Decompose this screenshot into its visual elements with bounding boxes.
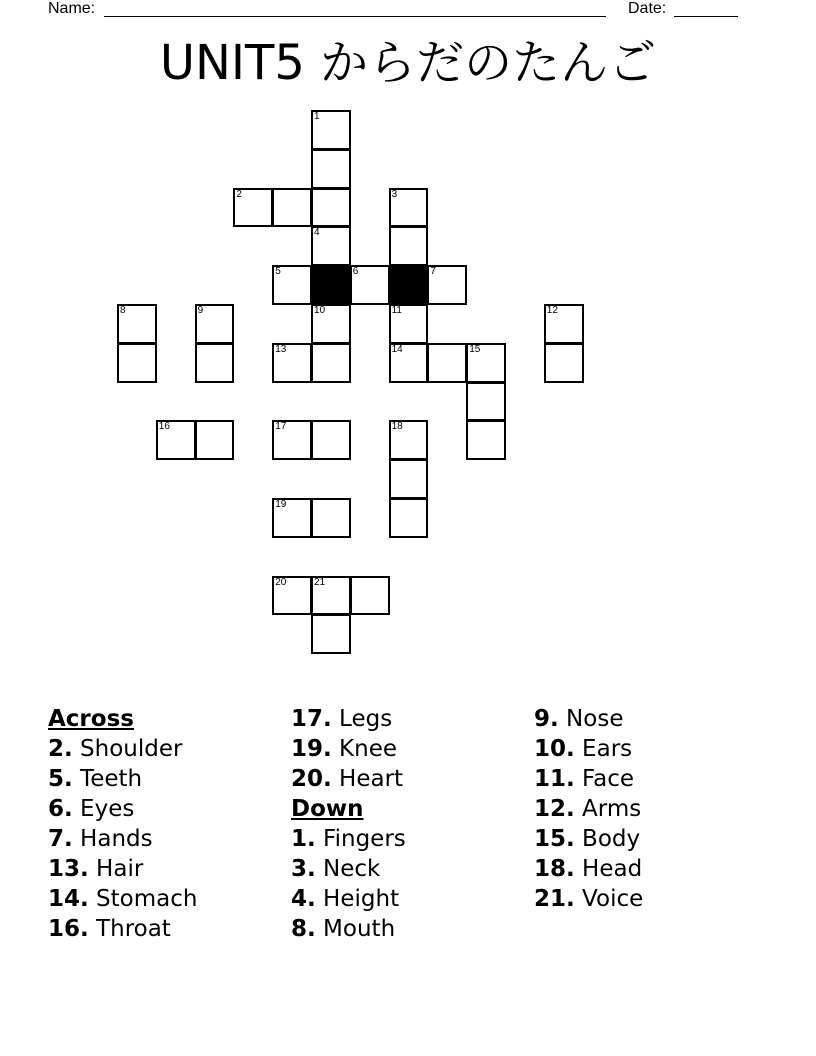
- clue-number: 9.: [534, 706, 559, 732]
- clue-number: 21: [314, 576, 326, 588]
- crossword-cell[interactable]: [544, 304, 584, 344]
- across-heading: Across: [48, 706, 134, 732]
- clue-number: 15.: [534, 826, 575, 852]
- crossword-cell[interactable]: [350, 265, 390, 305]
- clue-number: 19: [275, 499, 287, 510]
- crossword-cell[interactable]: [117, 343, 157, 383]
- clue-number: 6: [352, 266, 359, 278]
- crossword-cell[interactable]: [544, 343, 584, 383]
- clue-number: 13.: [48, 856, 89, 882]
- clue-item: [291, 914, 531, 944]
- crossword-cell[interactable]: [311, 149, 351, 189]
- clue-text: Neck: [315, 856, 381, 882]
- clue-item: [291, 704, 531, 734]
- clue-item: [291, 824, 531, 854]
- crossword-cell[interactable]: [350, 576, 390, 616]
- clue-number: 17: [275, 421, 287, 433]
- clue-text: Teeth: [72, 766, 143, 792]
- crossword-cell[interactable]: [311, 420, 351, 460]
- clue-item: [534, 734, 774, 764]
- clue-column-2: [291, 704, 531, 944]
- clue-item: [48, 914, 288, 944]
- clue-item: [48, 884, 288, 914]
- crossword-cell[interactable]: [195, 304, 235, 344]
- clue-item: [534, 854, 774, 884]
- clue-text: Body: [574, 826, 641, 852]
- crossword-cell[interactable]: [466, 382, 506, 422]
- clue-number: 3.: [291, 856, 316, 882]
- across-clue-list-continued: [291, 704, 531, 794]
- clue-number: 10: [314, 305, 326, 316]
- clue-number: 9: [197, 305, 204, 316]
- clue-text: Knee: [331, 736, 398, 762]
- clue-number: 12: [546, 305, 558, 316]
- crossword-cell[interactable]: [311, 498, 351, 538]
- crossword-cell[interactable]: [195, 420, 235, 460]
- clue-item: [534, 794, 774, 824]
- clue-item: [48, 764, 288, 794]
- crossword-cell[interactable]: [311, 304, 351, 344]
- clue-text: Legs: [331, 706, 393, 732]
- clue-text: Ears: [574, 736, 633, 762]
- clue-number: 1: [314, 111, 320, 122]
- date-label: Date:: [628, 0, 667, 17]
- down-heading: Down: [291, 796, 364, 822]
- crossword-cell[interactable]: [427, 265, 467, 305]
- clue-text: Hands: [72, 826, 153, 852]
- clue-number: 14.: [48, 886, 89, 912]
- black-square: [311, 265, 351, 305]
- crossword-cell[interactable]: [311, 110, 351, 150]
- crossword-cell[interactable]: [389, 498, 429, 538]
- down-clue-list: [291, 824, 531, 944]
- crossword-cell[interactable]: [233, 188, 273, 228]
- clue-item: [534, 824, 774, 854]
- clue-number: 8.: [291, 916, 316, 942]
- clue-text: Nose: [558, 706, 624, 732]
- name-label: Name:: [48, 0, 96, 17]
- clue-item: [534, 884, 774, 914]
- crossword-cell[interactable]: [466, 343, 506, 383]
- clue-item: [48, 854, 288, 884]
- clue-number: 4.: [291, 886, 316, 912]
- clue-number: 8: [120, 305, 126, 316]
- crossword-cell[interactable]: [466, 420, 506, 460]
- clue-text: Voice: [574, 886, 644, 912]
- clue-number: 17.: [291, 706, 332, 732]
- crossword-cell[interactable]: [389, 188, 429, 228]
- clue-number: 16: [158, 421, 170, 433]
- clue-item: [48, 824, 288, 854]
- crossword-cell[interactable]: [195, 343, 235, 383]
- clue-number: 13: [275, 343, 287, 355]
- clue-text: Face: [574, 766, 635, 792]
- clue-number: 7.: [48, 826, 73, 852]
- clue-column-1: [48, 704, 288, 944]
- crossword-cell[interactable]: [156, 420, 196, 460]
- crossword-cell[interactable]: [311, 188, 351, 228]
- page-title: UNIT5 からだのたんご: [159, 35, 657, 91]
- crossword-cell[interactable]: [427, 343, 467, 383]
- clue-number: 16.: [48, 916, 89, 942]
- clue-number: 10.: [534, 736, 575, 762]
- down-clue-list-continued: [534, 704, 774, 914]
- clue-number: 12.: [534, 796, 575, 822]
- crossword-cell[interactable]: [311, 614, 351, 654]
- clues-section: [48, 704, 788, 964]
- crossword-cell[interactable]: [389, 459, 429, 499]
- clue-number: 2.: [48, 736, 73, 762]
- crossword-cell[interactable]: [117, 304, 157, 344]
- crossword-cell[interactable]: [272, 420, 312, 460]
- clue-number: 5: [275, 266, 281, 278]
- clue-number: 18: [391, 421, 403, 433]
- crossword-cell[interactable]: [311, 343, 351, 383]
- crossword-cell[interactable]: [389, 304, 429, 344]
- clue-text: Throat: [88, 916, 171, 942]
- clue-number: 11: [391, 305, 402, 316]
- clue-number: 1.: [291, 826, 316, 852]
- clue-text: Eyes: [72, 796, 135, 822]
- clue-number: 19.: [291, 736, 332, 762]
- clue-text: Stomach: [88, 886, 198, 912]
- crossword-cell[interactable]: [311, 226, 351, 266]
- clue-item: [534, 704, 774, 734]
- clue-number: 3: [391, 188, 398, 200]
- clue-text: Shoulder: [72, 736, 183, 762]
- clue-item: [534, 764, 774, 794]
- crossword-cell[interactable]: [272, 188, 312, 228]
- crossword-cell[interactable]: [389, 420, 429, 460]
- clue-number: 2: [236, 188, 242, 200]
- across-clue-list: [48, 734, 288, 944]
- clue-item: [291, 734, 531, 764]
- crossword-cell[interactable]: [389, 343, 429, 383]
- clue-number: 18.: [534, 856, 575, 882]
- clue-column-3: [534, 704, 774, 914]
- crossword-cell[interactable]: [389, 226, 429, 266]
- clue-number: 11.: [534, 766, 575, 792]
- clue-number: 21.: [534, 886, 575, 912]
- crossword-cell[interactable]: [272, 265, 312, 305]
- clue-text: Head: [574, 856, 643, 882]
- clue-number: 14: [391, 343, 403, 355]
- clue-item: [48, 734, 288, 764]
- crossword-cell[interactable]: [272, 576, 312, 616]
- crossword-cell[interactable]: [311, 576, 351, 616]
- clue-text: Height: [315, 886, 400, 912]
- clue-number: 7: [430, 266, 436, 278]
- clue-item: [291, 884, 531, 914]
- clue-number: 20: [275, 576, 287, 588]
- black-square: [389, 265, 429, 305]
- clue-number: 15: [469, 343, 481, 355]
- crossword-cell[interactable]: [272, 498, 312, 538]
- clue-text: Mouth: [315, 916, 396, 942]
- clue-number: 5.: [48, 766, 73, 792]
- clue-item: [291, 854, 531, 884]
- clue-item: [48, 794, 288, 824]
- clue-text: Fingers: [315, 826, 406, 852]
- clue-text: Arms: [574, 796, 642, 822]
- clue-item: [291, 764, 531, 794]
- clue-text: Heart: [331, 766, 404, 792]
- clue-number: 20.: [291, 766, 332, 792]
- clue-number: 4: [314, 227, 320, 239]
- clue-number: 6.: [48, 796, 73, 822]
- clue-text: Hair: [88, 856, 144, 882]
- crossword-cell[interactable]: [272, 343, 312, 383]
